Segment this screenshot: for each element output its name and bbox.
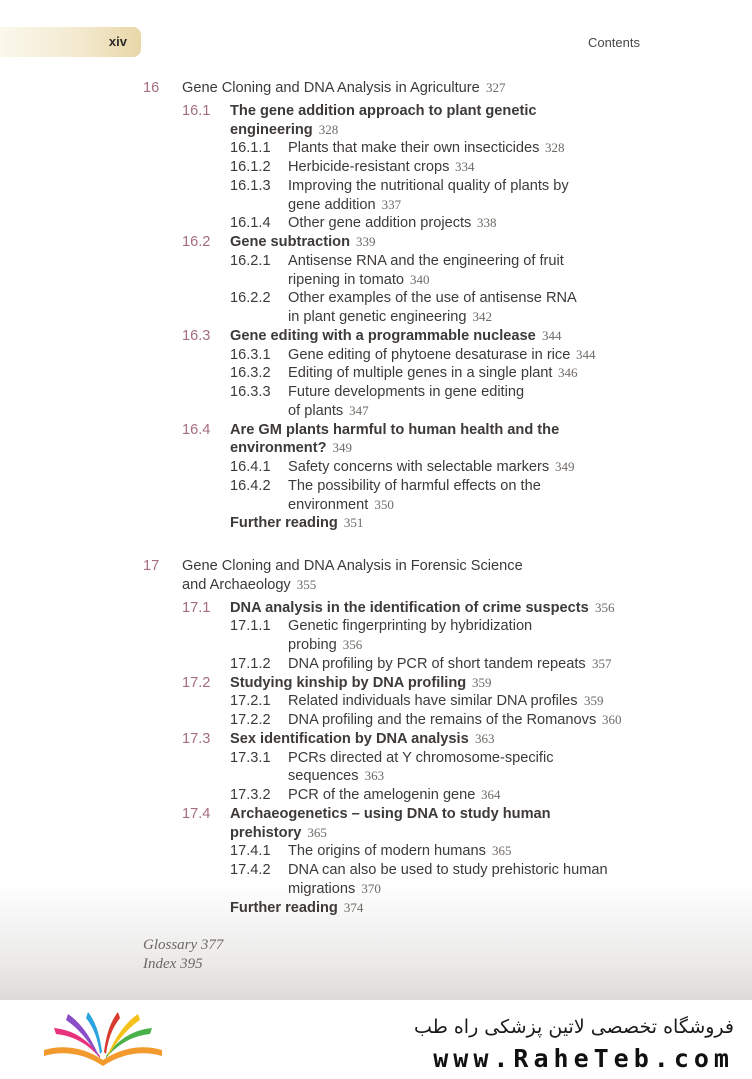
section-entry <box>182 674 492 692</box>
section-title-continuation <box>230 121 338 139</box>
subsection-page: 349 <box>555 459 575 474</box>
subsection-entry <box>230 458 575 476</box>
glossary-label: Glossary <box>143 937 198 953</box>
subsection-title: ripening in tomato <box>288 271 405 288</box>
section-number: 16.1 <box>182 102 211 119</box>
subsection-page: 328 <box>545 140 565 156</box>
subsection-title: DNA profiling by PCR of short tandem repeats <box>288 655 586 672</box>
subsection-entry <box>230 477 541 495</box>
subsection-page: 365 <box>492 843 512 859</box>
subsection-number: 17.3.2 <box>230 787 271 803</box>
section-number: 16.2 <box>182 234 211 250</box>
subsection-number: 17.4.2 <box>230 862 271 878</box>
subsection-number: 16.3.3 <box>230 384 271 400</box>
subsection-number: 16.2.2 <box>230 290 271 307</box>
glossary-entry <box>143 937 223 954</box>
subsection-page: 370 <box>361 880 381 896</box>
section-title: DNA analysis in the identification of crime suspects <box>230 599 589 616</box>
chapter-entry <box>143 557 523 575</box>
section-page: 356 <box>595 599 615 615</box>
section-number: 17.2 <box>182 674 211 691</box>
subsection-number: 17.4.1 <box>230 843 271 860</box>
section-entry <box>182 327 562 345</box>
section-entry <box>182 233 376 251</box>
subsection-page: 334 <box>455 159 475 174</box>
subsection-entry <box>230 346 596 364</box>
subsection-page: 357 <box>592 655 612 671</box>
chapter-title: Gene Cloning and DNA Analysis in Forensic Science <box>182 558 523 574</box>
subsection-title: Genetic fingerprinting by hybridization <box>288 618 533 635</box>
subsection-number: 16.1.2 <box>230 159 271 175</box>
section-title-continuation <box>230 824 327 842</box>
subsection-page: 350 <box>374 496 394 512</box>
subsection-entry <box>230 617 533 635</box>
subsection-entry <box>230 214 497 232</box>
section-page: 328 <box>318 121 339 137</box>
subsection-number: 16.4.1 <box>230 459 271 475</box>
section-page: 339 <box>356 234 376 249</box>
subsection-entry <box>230 139 565 157</box>
subsection-page: 360 <box>602 712 622 727</box>
subsection-page: 359 <box>584 693 604 709</box>
subsection-entry <box>230 692 604 710</box>
section-entry <box>182 421 560 439</box>
subsection-number: 16.2.1 <box>230 252 271 269</box>
further-reading-label: Further reading <box>230 515 338 532</box>
subsection-page: 337 <box>381 196 402 212</box>
section-page: 365 <box>307 824 327 840</box>
running-head: Contents <box>587 35 640 50</box>
section-title-continuation <box>230 439 352 457</box>
subsection-page: 338 <box>477 215 497 231</box>
subsection-title-continuation <box>288 636 362 654</box>
further-reading-label: Further reading <box>230 899 338 916</box>
page-number-tab <box>0 27 141 57</box>
subsection-title: Antisense RNA and the engineering of fruit <box>288 252 564 269</box>
subsection-title: probing <box>288 637 337 653</box>
subsection-number: 16.3.1 <box>230 346 271 363</box>
subsection-entry <box>230 861 608 879</box>
section-title: Sex identification by DNA analysis <box>230 730 469 747</box>
section-title: prehistory <box>230 824 302 841</box>
subsection-entry <box>230 177 569 195</box>
index-entry <box>143 956 203 973</box>
section-title: Gene editing with a programmable nuclease <box>230 327 536 344</box>
section-number: 17.4 <box>182 805 211 822</box>
subsection-number: 16.4.2 <box>230 477 271 494</box>
subsection-page: 346 <box>558 365 578 381</box>
index-label: Index <box>143 956 177 972</box>
subsection-title-continuation <box>288 196 401 214</box>
subsection-number: 16.1.1 <box>230 140 271 157</box>
subsection-entry <box>230 711 622 729</box>
subsection-page: 342 <box>472 309 493 324</box>
subsection-number: 17.1.1 <box>230 618 271 635</box>
section-title: Are GM plants harmful to human health and the <box>230 421 560 438</box>
subsection-title-continuation <box>288 767 384 785</box>
subsection-title-continuation <box>288 308 492 326</box>
section-title: engineering <box>230 121 313 138</box>
subsection-title-continuation <box>288 880 381 898</box>
section-number: 16.4 <box>182 421 211 438</box>
chapter-title: and Archaeology <box>182 576 291 593</box>
subsection-entry <box>230 252 564 270</box>
section-title: Studying kinship by DNA profiling <box>230 674 467 691</box>
subsection-title: migrations <box>288 880 356 897</box>
subsection-number: 17.3.1 <box>230 749 271 766</box>
book-logo-icon <box>40 1010 166 1070</box>
subsection-title-continuation <box>288 402 369 420</box>
chapter-number: 16 <box>143 80 160 96</box>
shop-name: فروشگاه تخصصی لاتین پزشکی راه طب <box>414 1016 734 1038</box>
watermark-banner <box>0 1000 752 1079</box>
subsection-page: 363 <box>364 768 385 784</box>
subsection-number: 17.2.2 <box>230 712 271 728</box>
subsection-title: environment <box>288 496 369 513</box>
subsection-title: Related individuals have similar DNA profiles <box>288 693 578 710</box>
subsection-title: sequences <box>288 768 359 785</box>
subsection-entry <box>230 749 554 767</box>
index-page: 395 <box>180 956 203 972</box>
further-reading-entry <box>230 514 363 532</box>
subsection-title: DNA can also be used to study prehistoric human <box>288 862 608 878</box>
section-entry <box>182 730 495 748</box>
glossary-page: 377 <box>200 937 224 953</box>
further-reading-page: 351 <box>343 515 364 531</box>
subsection-title-continuation <box>288 271 430 289</box>
subsection-title: Other gene addition projects <box>288 215 472 232</box>
subsection-number: 16.1.3 <box>230 177 271 194</box>
subsection-title-continuation <box>288 496 394 514</box>
subsection-number: 16.1.4 <box>230 215 271 232</box>
page-number: xiv <box>108 34 127 49</box>
subsection-title: Safety concerns with selectable markers <box>288 459 550 475</box>
section-entry <box>182 599 615 617</box>
subsection-title: Other examples of the use of antisense RNA <box>288 290 577 307</box>
section-page: 349 <box>332 440 352 456</box>
section-title: environment? <box>230 440 327 457</box>
section-page: 359 <box>472 674 492 690</box>
shop-url: www.RaheTeb.com <box>433 1044 734 1073</box>
subsection-entry <box>230 655 612 673</box>
subsection-title: The origins of modern humans <box>288 843 486 860</box>
subsection-page: 347 <box>349 402 369 418</box>
chapter-number: 17 <box>143 558 160 574</box>
chapter-title: Gene Cloning and DNA Analysis in Agriculture <box>182 80 480 96</box>
further-reading-entry <box>230 899 363 917</box>
further-reading-page: 374 <box>343 899 364 915</box>
subsection-title: Improving the nutritional quality of plants by <box>288 177 569 194</box>
subsection-title: DNA profiling and the remains of the Romanovs <box>288 712 597 728</box>
chapter-page: 327 <box>486 80 506 95</box>
section-number: 16.3 <box>182 327 211 344</box>
subsection-entry <box>230 383 525 401</box>
subsection-title: gene addition <box>288 196 376 213</box>
subsection-page: 340 <box>410 271 430 287</box>
chapter-title-continuation <box>182 576 316 594</box>
section-page: 363 <box>475 730 495 746</box>
subsection-title: Future developments in gene editing <box>288 384 525 400</box>
section-title: Archaeogenetics – using DNA to study human <box>230 805 551 822</box>
subsection-entry <box>230 842 512 860</box>
subsection-page: 356 <box>342 637 363 652</box>
section-number: 17.3 <box>182 730 211 747</box>
subsection-entry <box>230 158 475 176</box>
subsection-title: Editing of multiple genes in a single plant <box>288 365 553 382</box>
subsection-title: Gene editing of phytoene desaturase in rice <box>288 346 571 363</box>
subsection-title: in plant genetic engineering <box>288 309 467 325</box>
subsection-title: of plants <box>288 402 344 419</box>
subsection-title: The possibility of harmful effects on the <box>288 477 541 494</box>
section-title: Gene subtraction <box>230 234 351 250</box>
chapter-entry <box>143 79 506 97</box>
chapter-page: 355 <box>296 576 317 592</box>
section-entry <box>182 102 537 120</box>
subsection-entry <box>230 786 501 804</box>
subsection-title: PCRs directed at Y chromosome-specific <box>288 749 554 766</box>
subsection-title: PCR of the amelogenin gene <box>288 787 476 803</box>
section-title: The gene addition approach to plant genetic <box>230 102 537 119</box>
section-number: 17.1 <box>182 599 211 616</box>
subsection-number: 16.3.2 <box>230 365 271 382</box>
section-page: 344 <box>542 327 562 343</box>
subsection-title: Plants that make their own insecticides <box>288 140 540 157</box>
subsection-number: 17.1.2 <box>230 655 271 672</box>
subsection-page: 364 <box>481 787 501 802</box>
section-entry <box>182 805 551 823</box>
subsection-number: 17.2.1 <box>230 693 271 710</box>
subsection-entry <box>230 289 577 307</box>
subsection-title: Herbicide-resistant crops <box>288 159 450 175</box>
subsection-entry <box>230 364 578 382</box>
subsection-page: 344 <box>576 346 596 362</box>
